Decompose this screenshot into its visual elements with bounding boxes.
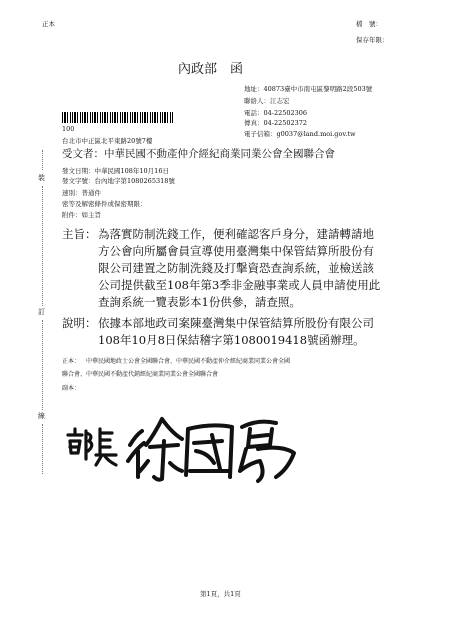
original-recipients-line: 中華民國地政士公會全國聯合會、中華民國不動產仲介經紀商業同業公會全國 [86, 358, 291, 365]
contact-person: 聯絡人：江志宏 [244, 97, 290, 105]
security-level: 密等及解密條件或保密期限： [62, 200, 147, 208]
subject-line: 方公會向所屬會員宣導使用臺灣集中保管結算所股份有 [98, 244, 374, 258]
copy-recipients-label: 副本： [62, 385, 81, 392]
page-number: 第1頁，共1頁 [200, 590, 241, 598]
subject-line: 查詢系統一覽表影本1份供參，請查照。 [98, 295, 301, 309]
explanation-label: 說明： [62, 316, 97, 330]
binding-mark-middle: 訂 [38, 308, 45, 316]
recipient: 受文者：中華民國不動產仲介經紀商業同業公會全國聯合會 [62, 148, 335, 160]
delivery-speed: 速別：普通件 [62, 189, 101, 197]
issue-date: 發文日期：中華民國108年10月16日 [62, 167, 169, 175]
binding-mark-top: 裝 [38, 174, 45, 182]
contact-email: 電子信箱：g0037@land.moi.gov.tw [244, 130, 356, 138]
binding-line-segment [42, 150, 43, 170]
file-number-label: 檔 號： [356, 20, 382, 28]
attachment: 附件：如主旨 [62, 211, 101, 219]
original-copy-mark: 正本 [42, 20, 55, 28]
contact-fax: 傳真：04-22502372 [244, 119, 308, 127]
subject-line: 公司提供截至108年第3季非金融事業或人員申請使用此 [98, 278, 381, 292]
contact-phone: 電話：04-22502306 [244, 109, 308, 117]
binding-line-segment [42, 320, 43, 410]
binding-line-segment [42, 424, 43, 474]
subject-line: 為落實防制洗錢工作，便利確認客戶身分，建請轉請地 [98, 227, 374, 241]
postal-code: 100 [62, 125, 75, 133]
original-recipients-label: 正本： [62, 358, 81, 365]
retention-period-label: 保存年限： [356, 36, 389, 44]
document-title: 內政部 函 [178, 62, 244, 77]
contact-address: 地址：40873臺中市南屯區黎明路2段503號 [244, 85, 373, 93]
subject-label: 主旨： [62, 227, 97, 241]
minister-signature [62, 405, 322, 485]
binding-mark-bottom: 線 [38, 412, 45, 420]
issue-number: 發文字號：台內地字第1080265318號 [62, 177, 175, 185]
recipient-address: 台北市中正區北平東路20號7樓 [62, 137, 153, 145]
explanation-line: 108年10月8日保結稽字第1080019418號函辦理。 [98, 333, 365, 347]
subject-line: 限公司建置之防制洗錢及打擊資恐查詢系統，並檢送該 [98, 261, 374, 275]
explanation-line: 依據本部地政司案陳臺灣集中保管結算所股份有限公司 [98, 316, 374, 330]
barcode [62, 112, 174, 123]
original-recipients-line: 聯合會、中華民國不動產代銷經紀商業同業公會全國聯合會 [62, 371, 219, 378]
binding-line-segment [42, 186, 43, 306]
